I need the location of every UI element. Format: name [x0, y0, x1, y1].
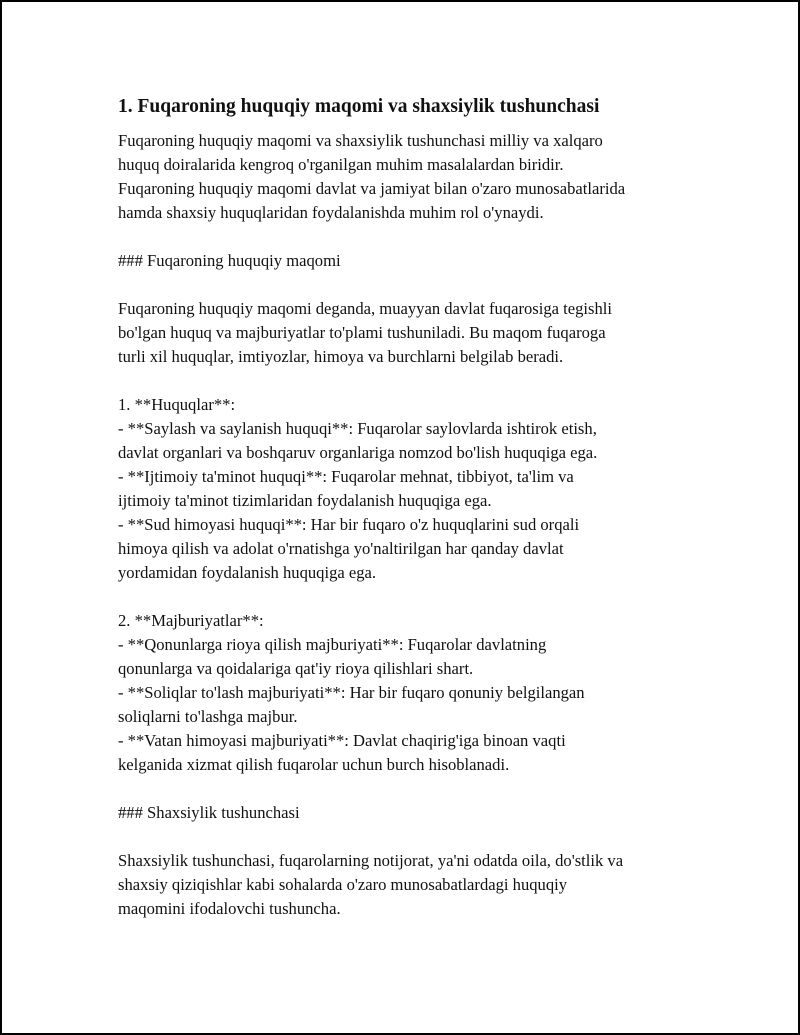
spacer	[118, 225, 718, 249]
spacer	[118, 369, 718, 393]
spacer	[118, 777, 718, 801]
intro-paragraph: Fuqaroning huquqiy maqomi va shaxsiylik tushunchasi milliy va xalqaro huquq doiralarida kengroq o'rganilgan muhim masalalardan biridir. Fuqaroning huquqiy maqomi davlat va jamiyat bilan o'zaro munosabatlarida hamda shaxsiy huquqlaridan foydalanishda muhim rol o'ynaydi.	[118, 131, 626, 222]
spacer	[118, 825, 718, 849]
section-heading-personality: ### Shaxsiylik tushunchasi	[118, 803, 300, 822]
legal-status-paragraph: Fuqaroning huquqiy maqomi deganda, muayyan davlat fuqarosiga tegishli bo'lgan huquq va majburiyatlar to'plami tushuniladi. Bu maqom fuqaroga turli xil huquqlar, imtiyozlar, himoya va burchlarni belgilab beradi.	[118, 299, 613, 366]
spacer	[118, 585, 718, 609]
duties-list: 2. **Majburiyatlar**: - **Qonunlarga rioya qilish majburiyati**: Fuqarolar davlatning qonunlarga va qoidalariga qat'iy rioya qilishlari shart. - **Soliqlar to'lash majburiyati**: Har bir fuqaro qonuniy belgilangan soliqlarni to'lashga majbur. - **Vatan himoyasi majburiyati**: Davlat chaqirig'iga binoan vaqti kelganida xizmat qilish fuqarolar uchun burch hisoblanadi.	[118, 611, 585, 774]
document-title: 1. Fuqaroning huquqiy maqomi va shaxsiylik tushunchasi	[118, 96, 600, 117]
spacer	[118, 273, 718, 297]
section-heading-legal-status: ### Fuqaroning huquqiy maqomi	[118, 251, 341, 270]
document-body	[118, 93, 718, 921]
personality-paragraph: Shaxsiylik tushunchasi, fuqarolarning notijorat, ya'ni odatda oila, do'stlik va shaxsiy qiziqishlar kabi sohalarda o'zaro munosabatlardagi huquqiy maqomini ifodalovchi tushuncha.	[118, 851, 624, 918]
rights-list: 1. **Huquqlar**: - **Saylash va saylanish huquqi**: Fuqarolar saylovlarda ishtirok etish, davlat organlari va boshqaruv organlariga nomzod bo'lish huquqiga ega. - **Ijtimoiy ta'minot huquqi**: Fuqarolar mehnat, tibbiyot, ta'lim va ijtimoiy ta'minot tizimlaridan foydalanish huquqiga ega. - **Sud himoyasi huquqi**: Har bir fuqaro o'z huquqlarini sud orqali himoya qilish va adolat o'rnatishga yo'naltirilgan har qanday davlat yordamidan foydalanish huquqiga ega.	[118, 395, 598, 582]
